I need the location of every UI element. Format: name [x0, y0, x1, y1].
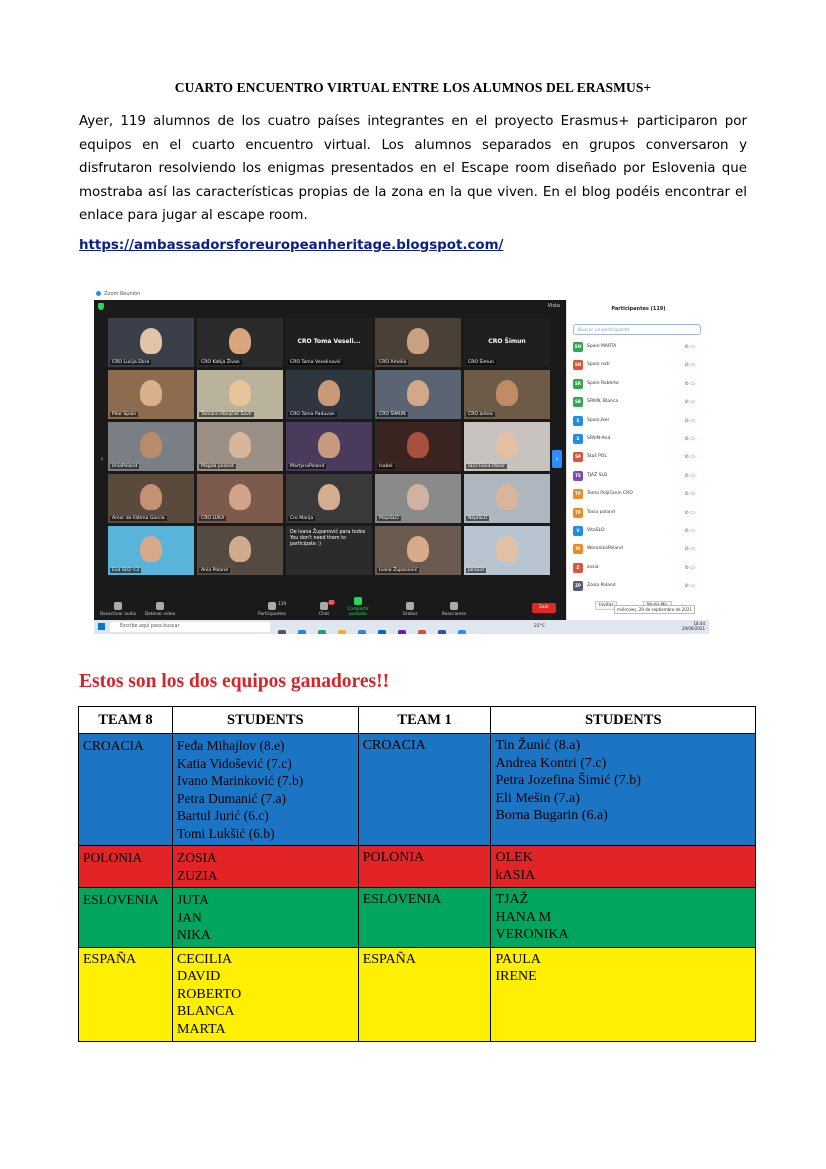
explorer-icon[interactable] — [338, 630, 346, 634]
record-button[interactable] — [390, 602, 430, 617]
video-tile[interactable] — [197, 318, 283, 367]
tile-name-label: MajaSLO — [379, 516, 399, 521]
student-name: Bartul Jurić (6.c) — [176, 808, 269, 823]
muted-mic-icon: ⊘ ▭ — [684, 546, 695, 553]
muted-mic-icon: ⊘ ▭ — [684, 454, 695, 461]
tile-name-label: SLO Fiona Pahor — [468, 464, 505, 469]
participant-search-input[interactable]: Buscar un participante — [573, 324, 701, 335]
team8-country-cell: POLONIA — [79, 846, 173, 888]
participant-item[interactable] — [573, 358, 703, 372]
participant-video — [318, 484, 340, 510]
participant-item[interactable] — [573, 414, 703, 428]
avatar: SB — [573, 397, 583, 407]
avatar: S — [573, 416, 583, 426]
tile-name-label: Cro Marija — [290, 516, 314, 521]
participant-item[interactable] — [573, 395, 703, 409]
control-label: Compartir pantalla — [347, 607, 369, 617]
student-name: OLEK — [495, 850, 533, 865]
participant-video — [140, 484, 162, 510]
blog-link[interactable]: https://ambassadorsforeuropeanheritage.blogspot.com/ — [79, 238, 504, 253]
student-name: VERONIKA — [495, 927, 569, 942]
participant-name: Zosia Poland — [587, 583, 616, 589]
header-students-team1: STUDENTS — [491, 707, 756, 734]
tile-name-label: CRO antea — [468, 412, 493, 417]
participant-name: SPAIN-Ana — [587, 436, 611, 441]
avatar: W — [573, 544, 583, 554]
tile-name-large: CRO Šimun — [488, 338, 526, 345]
muted-mic-icon: ⊘ ▭ — [684, 362, 695, 369]
student-name: Borna Bugarin (6.a) — [495, 808, 608, 823]
muted-mic-icon: ⊘ ▭ — [684, 344, 695, 350]
next-page-icon[interactable]: › — [552, 450, 562, 468]
team8-students-cell — [172, 734, 358, 846]
tile-name-label: Tamara Hlanjček Šavli — [201, 412, 252, 417]
video-tile[interactable] — [464, 318, 550, 367]
student-name: JAN — [176, 909, 202, 925]
header-team1: TEAM 1 — [358, 707, 491, 734]
avatar: ZP — [573, 581, 583, 591]
tile-name-label: Amor de Fátima García — [112, 516, 165, 521]
muted-mic-icon: ⊘ ▭ — [684, 583, 695, 590]
participant-name: TJAŽ SLO — [587, 472, 608, 478]
participant-video — [407, 380, 429, 406]
tile-name-large: CRO Toma Veseli... — [297, 338, 361, 345]
tile-name-label: CRO Katija Živan — [201, 360, 240, 365]
student-name: ROBERTO — [176, 986, 242, 1002]
zoom-app-icon[interactable] — [458, 630, 466, 634]
avatar: TP — [573, 489, 583, 499]
tile-name-label: CRO Amelia — [379, 360, 407, 365]
meeting-controls — [94, 592, 566, 620]
muted-mic-icon: ⊘ ▭ — [684, 380, 695, 387]
video-tile[interactable] — [197, 526, 283, 575]
avatar: SN — [573, 360, 583, 370]
video-tile[interactable] — [375, 474, 461, 523]
team8-students-cell — [172, 846, 358, 888]
avatar: S — [573, 434, 583, 444]
taskbar-apps — [278, 623, 478, 634]
mail-icon[interactable] — [378, 630, 386, 634]
invite-button[interactable]: Invitar — [595, 601, 617, 610]
muted-mic-icon: ⊘ ▭ — [684, 509, 695, 516]
tile-name-label: Magda poland — [201, 464, 234, 469]
video-tile[interactable] — [375, 422, 461, 471]
control-label: Reacciones — [441, 612, 467, 617]
participant-item[interactable] — [573, 579, 703, 593]
team1-students-cell — [491, 734, 756, 846]
participant-item[interactable] — [573, 432, 703, 446]
participant-video — [318, 380, 340, 406]
taskbar-time: 18:44 — [693, 621, 705, 626]
record-icon — [406, 602, 414, 610]
stop-video-button[interactable] — [140, 602, 180, 617]
participant-item[interactable] — [573, 469, 703, 483]
participant-video — [496, 432, 518, 458]
participant-video — [496, 536, 518, 562]
student-name: TJAŽ — [495, 892, 529, 907]
tile-name-label: Isabel — [379, 464, 393, 469]
avatar: TP — [573, 508, 583, 518]
participant-item[interactable] — [573, 340, 703, 354]
team8-country-cell: ESLOVENIA — [79, 888, 173, 948]
muted-mic-icon: ⊘ ▭ — [684, 491, 695, 498]
student-name: ZOSIA — [176, 850, 217, 865]
header-team8: TEAM 8 — [79, 707, 173, 734]
participant-item[interactable] — [573, 524, 703, 538]
control-label: Grabar — [402, 612, 418, 617]
document-title: CUARTO ENCUENTRO VIRTUAL ENTRE LOS ALUMNOS DEL ERASMUS+ — [174, 80, 652, 95]
stop-video-icon — [156, 602, 164, 610]
student-name: Tomi Lukšić (6.b) — [176, 825, 275, 841]
avatar: SP — [573, 452, 583, 462]
participant-video — [407, 328, 429, 354]
participant-item[interactable] — [573, 561, 703, 575]
taskbar-clock — [682, 621, 705, 631]
team1-students-cell — [491, 888, 756, 948]
participant-video — [229, 484, 251, 510]
student-name: Petra Dumanić (7.a) — [176, 790, 287, 806]
control-label: Desactivar audio — [99, 612, 137, 617]
team1-country-cell: CROACIA — [358, 734, 491, 846]
participant-name: WeronikaPoland — [587, 546, 623, 552]
video-tile[interactable] — [286, 370, 372, 419]
video-tile[interactable] — [286, 422, 372, 471]
taskview-icon[interactable] — [278, 630, 286, 634]
participant-video — [229, 536, 251, 562]
team1-country-cell: ESPAÑA — [358, 947, 491, 1042]
video-tile[interactable] — [197, 422, 283, 471]
video-tile[interactable] — [464, 474, 550, 523]
video-tile[interactable] — [108, 422, 194, 471]
weather-temperature: 22°C — [534, 624, 546, 629]
zoom-screenshot — [94, 288, 709, 634]
participant-video — [407, 432, 429, 458]
participant-video — [496, 380, 518, 406]
video-tile[interactable] — [108, 526, 194, 575]
participant-name: VitaSLO — [587, 528, 605, 533]
tile-name-label: NejaSLO — [468, 516, 488, 521]
team8-country-cell: ESPAÑA — [79, 947, 173, 1042]
winners-heading: Estos son los dos equipos ganadores!! — [79, 671, 390, 692]
video-tile[interactable] — [375, 370, 461, 419]
table-row — [79, 846, 756, 888]
student-name: Katia Vidošević (7.c) — [176, 755, 292, 771]
participant-name: zosia — [587, 564, 599, 570]
participant-video — [318, 432, 340, 458]
tile-name-label: MartynaPoland — [290, 464, 325, 469]
student-name: Petra Jozefina Šimić (7.b) — [495, 773, 641, 788]
video-tile[interactable] — [375, 318, 461, 367]
leave-button[interactable]: Salir — [532, 603, 556, 613]
student-name: DAVID — [176, 969, 221, 984]
participants-icon — [268, 602, 276, 610]
video-tile[interactable] — [286, 318, 372, 367]
student-name: IRENE — [495, 969, 537, 984]
chat-icon — [320, 602, 328, 610]
chat-message-overlay: De Ivana Županović para todos You don't need them to participate :) — [290, 530, 366, 547]
taskbar-date: 29/09/2021 — [681, 626, 705, 631]
tile-name-label: CRO Toma Paduvan — [290, 412, 335, 417]
video-tile[interactable] — [464, 370, 550, 419]
zoom-window-title: Zoom Reunión — [104, 291, 141, 297]
control-label: Detener video — [144, 612, 176, 617]
participant-item[interactable] — [573, 506, 703, 520]
participant-item[interactable] — [573, 487, 703, 501]
chat-badge: 37 — [329, 600, 335, 605]
tile-name-label: Ivana Županović — [379, 568, 418, 573]
avatar: SM — [573, 342, 583, 352]
store-icon[interactable] — [358, 630, 366, 634]
zoom-logo-icon — [96, 291, 101, 296]
tile-name-label: Ania Poland — [201, 568, 228, 573]
participant-name: Spain MARTA — [587, 344, 617, 349]
muted-mic-icon: ⊘ ▭ — [684, 472, 695, 479]
participant-name: Spain,Iker — [587, 417, 610, 423]
student-name: ZUZIA — [176, 867, 218, 883]
participant-video — [229, 380, 251, 406]
muted-mic-icon: ⊘ ▭ — [684, 417, 695, 424]
tile-name-label: CRO Šimun — [468, 360, 494, 365]
team8-students-cell — [172, 888, 358, 948]
student-name: MARTA — [176, 1021, 226, 1037]
participant-video — [140, 536, 162, 562]
participants-button[interactable] — [252, 602, 292, 617]
reactions-icon — [450, 602, 458, 610]
taskbar-search-input[interactable]: Escribe aquí para buscar — [110, 622, 270, 632]
word-icon[interactable] — [438, 630, 446, 634]
reactions-button[interactable] — [434, 602, 474, 617]
video-tile[interactable] — [197, 370, 283, 419]
student-name: HANA M — [495, 909, 552, 925]
student-name: kASIA — [495, 867, 536, 883]
teams-table — [78, 706, 756, 1042]
participant-video — [140, 380, 162, 406]
edge-icon[interactable] — [318, 630, 326, 634]
participant-name: SPAIN, Blanca — [587, 399, 619, 405]
student-name: Tin Žunić (8.a) — [495, 738, 581, 753]
participant-name: Staš POL — [587, 454, 607, 460]
tile-name-label: CRO Toma Veselinović — [290, 360, 341, 365]
video-tile[interactable] — [197, 474, 283, 523]
video-tile[interactable] — [286, 526, 372, 575]
avatar: SR — [573, 379, 583, 389]
team1-students-cell — [491, 846, 756, 888]
tile-name-label: CRO ŠIMUN — [379, 412, 406, 417]
participant-name: Spain nati — [587, 362, 610, 368]
shield-icon — [98, 303, 104, 310]
participants-title: Participantes (119) — [611, 306, 666, 312]
mute-audio-icon — [114, 602, 122, 610]
video-grid — [108, 318, 552, 578]
video-tile[interactable] — [108, 474, 194, 523]
share-screen-button[interactable] — [338, 597, 378, 617]
widgets-icon[interactable] — [298, 630, 306, 634]
team1-country-cell: ESLOVENIA — [358, 888, 491, 948]
student-name: Andrea Kontri (7.c) — [495, 755, 607, 771]
video-tile[interactable] — [286, 474, 372, 523]
video-tile[interactable] — [108, 318, 194, 367]
muted-mic-icon: ⊘ ▭ — [684, 399, 695, 406]
video-tile[interactable] — [464, 526, 550, 575]
table-row — [79, 888, 756, 948]
windows-taskbar — [94, 620, 709, 634]
control-label: Chat — [318, 612, 330, 617]
tile-name-label: ImiaPoland — [112, 464, 138, 469]
video-tile[interactable] — [464, 422, 550, 471]
mute-audio-button[interactable] — [98, 602, 138, 617]
windows-start-icon[interactable] — [98, 623, 105, 630]
participant-item[interactable] — [573, 542, 703, 556]
participant-name: Tosia poland — [587, 509, 615, 515]
team8-students-cell — [172, 947, 358, 1042]
prev-page-icon[interactable]: ‹ — [100, 454, 104, 463]
view-button[interactable]: Vista — [547, 303, 560, 309]
student-name: JUTA — [176, 892, 209, 907]
intro-paragraph: Ayer, 119 alumnos de los cuatro países integrantes en el proyecto Erasmus+ participaron por equipos en el cuarto encuentro virtual. Los alumnos separados en grupos conversaron y disfrutaron resolviendo los enigmas presentados en el Escape room diseñado por Eslovenia que mostraba así las características propias de la zona en la que viven. En el blog podéis encontrar el enlace para jugar al escape room. — [79, 114, 747, 223]
participant-item[interactable] — [573, 377, 703, 391]
tile-name-label: Eva SLO <3 — [112, 568, 140, 573]
table-row — [79, 734, 756, 846]
video-tile[interactable] — [375, 526, 461, 575]
onenote-icon[interactable] — [398, 630, 406, 634]
header-students-team8: STUDENTS — [172, 707, 358, 734]
student-name: PAULA — [495, 951, 541, 967]
tile-name-label: JanSLO — [468, 568, 485, 573]
participant-video — [140, 432, 162, 458]
team1-students-cell — [491, 947, 756, 1042]
table-row — [79, 947, 756, 1042]
control-label: Participantes — [258, 612, 286, 617]
share-screen-icon — [354, 597, 362, 605]
participant-video — [229, 328, 251, 354]
team8-country-cell: CROACIA — [79, 734, 173, 846]
student-name: CECILIA — [176, 951, 233, 967]
student-name: Eli Mešin (7.a) — [495, 790, 580, 806]
avatar: Z — [573, 563, 583, 573]
participant-video — [229, 432, 251, 458]
muted-mic-icon: ⊘ ▭ — [684, 436, 695, 442]
team1-country-cell: POLONIA — [358, 846, 491, 888]
tile-name-label: Pilar Spain — [112, 412, 137, 417]
table-header-row — [79, 707, 756, 734]
participant-item[interactable] — [573, 450, 703, 464]
participants-panel — [566, 300, 709, 620]
tile-name-label: CRO Lucija Dora — [112, 360, 150, 365]
muted-mic-icon: ⊘ ▭ — [684, 528, 695, 534]
student-name: Feđa Mihajlov (8.e) — [176, 738, 285, 753]
student-name: Ivano Marinković (7.b) — [176, 773, 304, 788]
date-tooltip: miércoles, 29 de septiembre de 2021 — [614, 605, 695, 614]
participant-video — [140, 328, 162, 354]
student-name: BLANCA — [176, 1004, 235, 1019]
chrome-icon[interactable] — [418, 630, 426, 634]
participant-video — [407, 536, 429, 562]
meeting-area — [94, 300, 566, 620]
avatar: V — [573, 526, 583, 536]
zoom-title-bar — [94, 288, 564, 300]
muted-mic-icon: ⊘ ▭ — [684, 564, 695, 571]
participant-video — [496, 484, 518, 510]
participant-count: 119 — [278, 602, 287, 607]
participant-name: Toma Poljičanin CRO — [587, 491, 633, 497]
avatar: TS — [573, 471, 583, 481]
tile-name-label: CRO LUKA — [201, 516, 225, 521]
video-tile[interactable] — [108, 370, 194, 419]
participant-video — [407, 484, 429, 510]
student-name: NIKA — [176, 927, 211, 942]
participant-name: Spain Roberto — [587, 380, 619, 386]
